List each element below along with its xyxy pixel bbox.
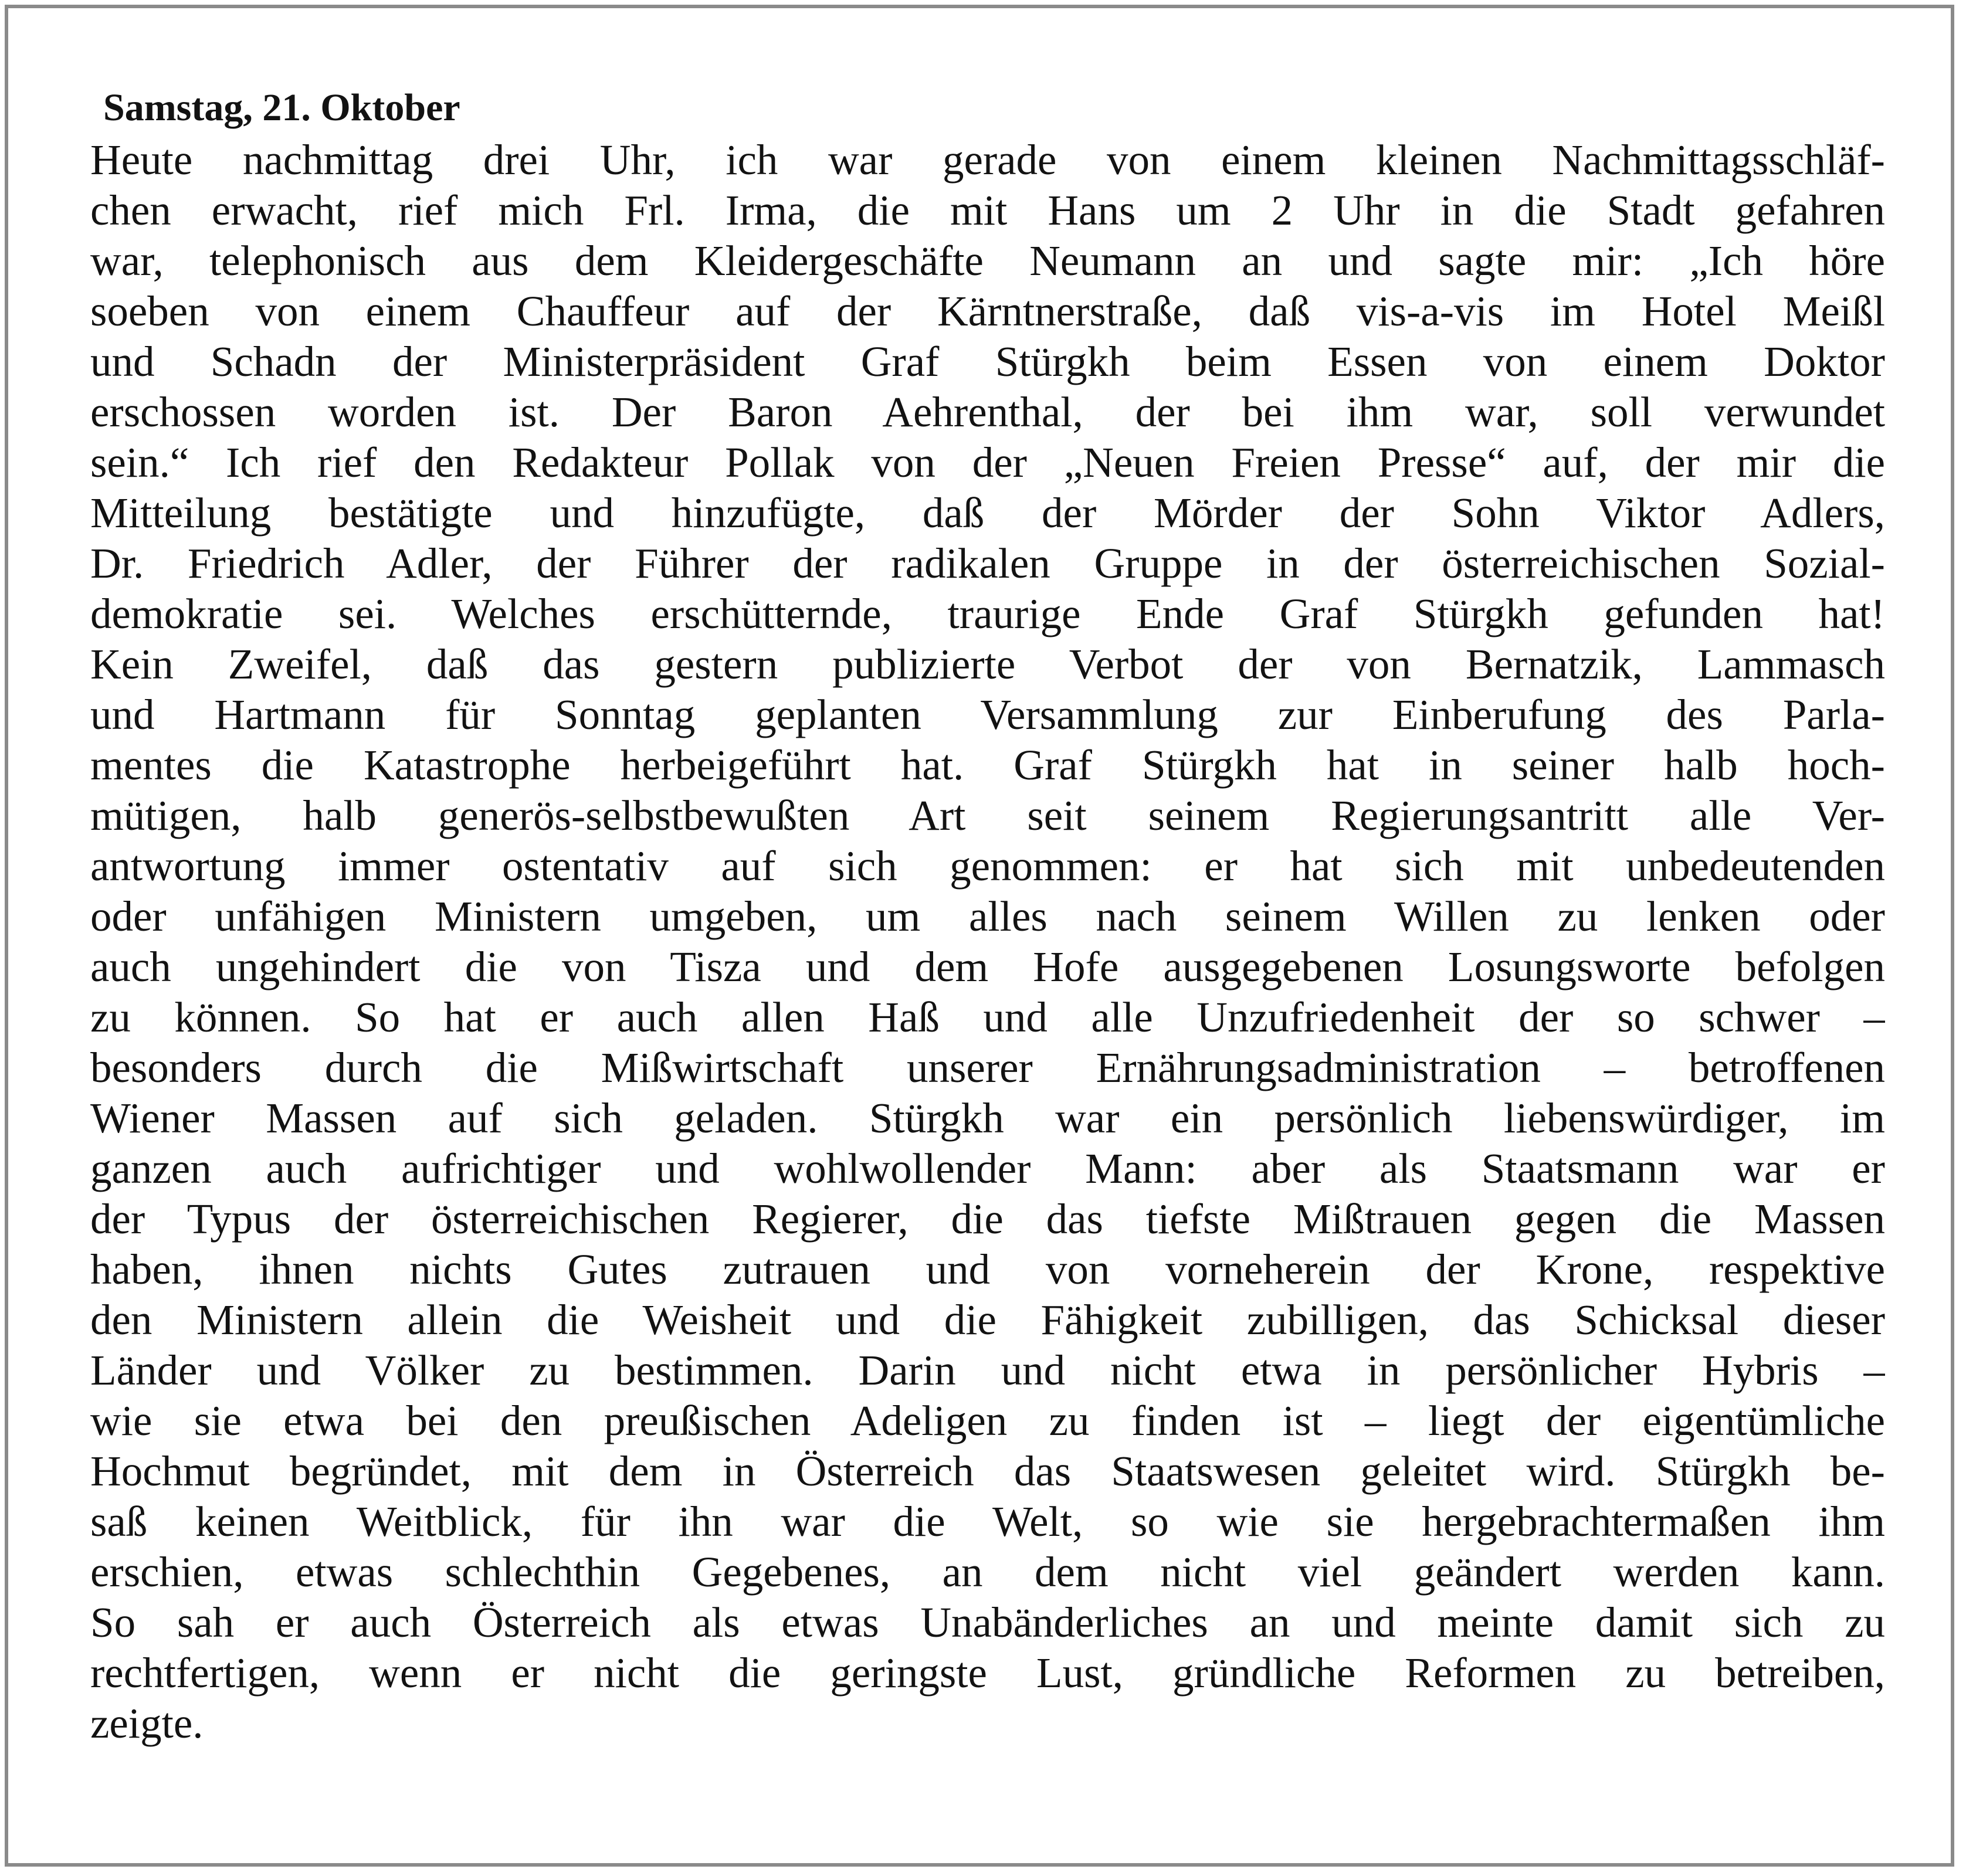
body-line: war, telephonisch aus dem Kleidergeschäfte Neumann an und sagte mir: „Ich höre [90,237,1885,284]
body-line: Hochmut begründet, mit dem in Österreich das Staatswesen geleitet wird. Stürgkh be- [90,1447,1885,1495]
body-line: Kein Zweifel, daß das gestern publizierte Verbot der von Bernatzik, Lammasch [90,640,1885,688]
body-line-last: zeigte. [90,1699,204,1747]
body-line: erschossen worden ist. Der Baron Aehrenthal, der bei ihm war, soll verwundet [90,388,1885,436]
body-line: und Schadn der Ministerpräsident Graf Stürgkh beim Essen von einem Doktor [90,338,1885,385]
body-line: Heute nachmittag drei Uhr, ich war gerade von einem kleinen Nachmittagsschläf- [90,136,1885,184]
body-line: chen erwacht, rief mich Frl. Irma, die mit Hans um 2 Uhr in die Stadt gefahren [90,186,1885,234]
entry-body [90,135,1885,1749]
body-line: So sah er auch Österreich als etwas Unabänderliches an und meinte damit sich zu [90,1599,1885,1646]
body-line: Wiener Massen auf sich geladen. Stürgkh war ein persönlich liebenswürdiger, im [90,1094,1885,1142]
entry-date-heading: Samstag, 21. Oktober [103,86,460,129]
body-line: Länder und Völker zu bestimmen. Darin und nicht etwa in persönlicher Hybris – [90,1346,1885,1394]
document-page [90,84,1885,1820]
body-line: der Typus der österreichischen Regierer, die das tiefste Mißtrauen gegen die Massen [90,1195,1885,1243]
body-line: zu können. So hat er auch allen Haß und alle Unzufriedenheit der so schwer – [90,993,1885,1041]
body-line: oder unfähigen Ministern umgeben, um alles nach seinem Willen zu lenken oder [90,893,1885,940]
body-line: haben, ihnen nichts Gutes zutrauen und von vorneherein der Krone, respektive [90,1246,1885,1293]
body-line: Mitteilung bestätigte und hinzufügte, daß der Mörder der Sohn Viktor Adlers, [90,489,1885,537]
body-line: ganzen auch aufrichtiger und wohlwollender Mann: aber als Staatsmann war er [90,1145,1885,1192]
body-line: und Hartmann für Sonntag geplanten Versammlung zur Einberufung des Parla- [90,691,1885,738]
body-line: erschien, etwas schlechthin Gegebenes, an dem nicht viel geändert werden kann. [90,1548,1885,1596]
body-line: mütigen, halb generös-selbstbewußten Art seit seinem Regierungsantritt alle Ver- [90,792,1885,839]
body-line: demokratie sei. Welches erschütternde, traurige Ende Graf Stürgkh gefunden hat! [90,590,1885,637]
body-line: sein.“ Ich rief den Redakteur Pollak von der „Neuen Freien Presse“ auf, der mir die [90,439,1885,486]
body-line: mentes die Katastrophe herbeigeführt hat. Graf Stürgkh hat in seiner halb hoch- [90,741,1885,789]
body-line: saß keinen Weitblick, für ihn war die Welt, so wie sie hergebrachtermaßen ihm [90,1498,1885,1545]
page-frame [5,5,1954,1867]
body-line: Dr. Friedrich Adler, der Führer der radikalen Gruppe in der österreichischen Sozial- [90,540,1885,587]
body-line: auch ungehindert die von Tisza und dem Hofe ausgegebenen Losungsworte befolgen [90,943,1885,990]
body-line: soeben von einem Chauffeur auf der Kärntnerstraße, daß vis-a-vis im Hotel Meißl [90,287,1885,335]
body-line: wie sie etwa bei den preußischen Adeligen zu finden ist – liegt der eigentümliche [90,1397,1885,1444]
body-line: rechtfertigen, wenn er nicht die geringste Lust, gründliche Reformen zu betreiben, [90,1649,1885,1697]
body-line: den Ministern allein die Weisheit und die Fähigkeit zubilligen, das Schicksal dieser [90,1296,1885,1344]
body-line: besonders durch die Mißwirtschaft unserer Ernährungsadministration – betroffenen [90,1044,1885,1091]
body-line: antwortung immer ostentativ auf sich genommen: er hat sich mit unbedeutenden [90,842,1885,890]
